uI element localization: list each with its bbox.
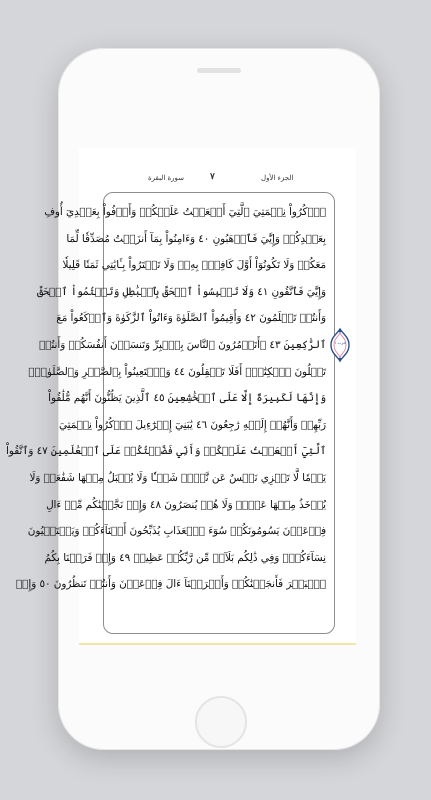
verse-line[interactable]: وَأَنتُمۡ تَعۡلَمُونَ ٤٢ وَأَقِيمُواْ ٱلصَّلَوٰةَ وَءَاتُواْ ٱلزَّكَوٰةَ وَٱرۡكَعُواْ مَعَ — [56, 312, 326, 325]
verse-line[interactable]: مَعَكُمۡ وَلَا تَكُونُوٓاْ أَوَّلَ كَافِرِۭ بِهِۦۖ وَلَا تَشۡتَرُواْ بِـَٔايَٰتِي ثَمَنٗا قَلِيلٗا — [62, 259, 326, 272]
speaker-grille — [197, 68, 241, 73]
verse-line[interactable]: رَبِّهِمۡ وَأَنَّهُمۡ إِلَيۡهِ رَٰجِعُونَ ٤٦ يَٰبَنِيٓ إِسۡرَٰٓءِيلَ ٱذۡكُرُواْ نِعۡمَتِيَ — [59, 418, 326, 431]
page-number: ٧ — [210, 172, 215, 182]
hizb-medallion — [330, 328, 350, 362]
verse-line[interactable]: فِرۡعَوۡنَ يَسُومُونَكُمۡ سُوٓءَ ٱلۡعَذَابِ يُذَبِّحُونَ أَبۡنَآءَكُمۡ وَيَسۡتَحۡيُونَ — [27, 525, 326, 538]
mushaf-page[interactable] — [6, 148, 356, 645]
verse-line[interactable]: نِسَآءَكُمۡۚ وَفِي ذَٰلِكُم بَلَآءٞ مِّن رَّبِّكُمۡ عَظِيمٞ ٤٩ وَإِذۡ فَرَقۡنَا بِكُمُ — [44, 551, 326, 564]
verse-line[interactable]: تَتۡلُونَ ٱلۡكِتَٰبَۚ أَفَلَا تَعۡقِلُونَ ٤٤ وَٱسۡتَعِينُواْ بِٱلصَّبۡرِ وَٱلصَّلَوٰةِۚ — [28, 365, 326, 378]
ornamental-medallion-icon — [330, 328, 350, 362]
verse-line[interactable]: ٱلَّتِيٓ أَنۡعَمۡتُ عَلَيۡكُمۡ وَأَنِّي فَضَّلۡتُكُمۡ عَلَى ٱلۡعَٰلَمِينَ ٤٧ وَٱتَّقُواْ — [6, 445, 326, 458]
page-header — [79, 170, 356, 186]
surah-name: سورة البقرة — [148, 174, 185, 182]
verse-line[interactable]: يُؤۡخَذُ مِنۡهَا عَدۡلٞ وَلَا هُمۡ يُنصَرُونَ ٤٨ وَإِذۡ نَجَّيۡنَٰكُم مِّنۡ ءَالِ — [46, 498, 326, 511]
verse-line[interactable]: وَإِيَّٰيَ فَٱتَّقُونِ ٤١ وَلَا تَلۡبِسُواْ ٱلۡحَقَّ بِٱلۡبَٰطِلِ وَتَكۡتُمُواْ ٱلۡحَقَّ — [36, 285, 326, 298]
verse-line[interactable]: يَوۡمٗا لَّا تَجۡزِي نَفۡسٌ عَن نَّفۡسٖ شَيۡـٔٗا وَلَا يُقۡبَلُ مِنۡهَا شَفَٰعَةٞ وَلَا — [29, 471, 326, 484]
verse-line[interactable]: ٱذۡكُرُواْ نِعۡمَتِيَ ٱلَّتِيٓ أَنۡعَمۡتُ عَلَيۡكُمۡ وَأَوۡفُواْ بِعَهۡدِيٓ أُوفِ — [44, 206, 326, 218]
verse-line[interactable]: بِعَهۡدِكُمۡ وَإِيَّٰيَ فَٱرۡهَبُونِ ٤٠ وَءَامِنُواْ بِمَآ أَنزَلۡتُ مُصَدِّقٗا لِّمَا — [66, 232, 326, 245]
juz-name: الجزء الأول — [261, 174, 294, 182]
page-edge-highlight — [79, 643, 356, 645]
verse-line[interactable]: ٱلرَّٰكِعِينَ ٤٣ ۞أَتَأۡمُرُونَ ٱلنَّاسَ بِٱلۡبِرِّ وَتَنسَوۡنَ أَنفُسَكُمۡ وَأَنتُمۡ — [39, 338, 326, 351]
verse-line[interactable]: ٱلۡبَحۡرَ فَأَنجَيۡنَٰكُمۡ وَأَغۡرَقۡنَآ ءَالَ فِرۡعَوۡنَ وَأَنتُمۡ تَنظُرُونَ ٥٠ وَإِذۡ — [15, 578, 326, 591]
verse-line[interactable]: وَإِنَّهَا لَكَبِيرَةٌ إِلَّا عَلَى ٱلۡخَٰشِعِينَ ٤٥ ٱلَّذِينَ يَظُنُّونَ أَنَّهُم مُّلَٰقُواْ — [48, 392, 326, 405]
text-frame — [6, 192, 335, 634]
home-button[interactable] — [195, 696, 247, 748]
hizb-label: حزب ١ — [334, 340, 346, 345]
verse-text[interactable] — [6, 199, 326, 598]
